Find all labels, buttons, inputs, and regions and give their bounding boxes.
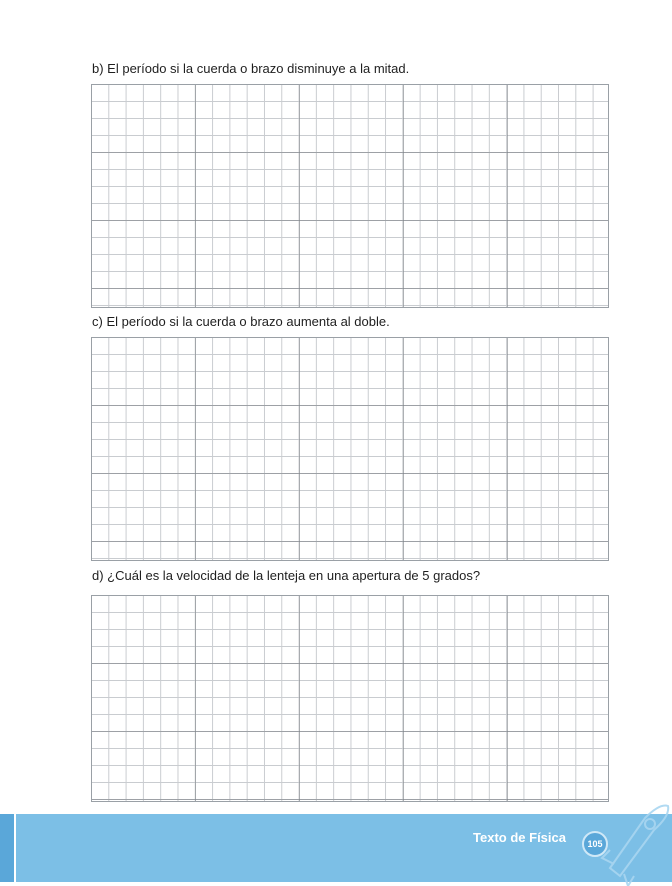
question-d-label: d) ¿Cuál es la velocidad de la lenteja en una apertura de 5 grados? [92, 568, 481, 583]
footer-title: Texto de Física [473, 830, 566, 845]
answer-grid-b[interactable] [91, 84, 609, 308]
answer-grid-d[interactable] [91, 595, 609, 802]
question-c-label: c) El período si la cuerda o brazo aumenta al doble. [92, 314, 390, 329]
page-number-badge: 105 [582, 831, 608, 857]
footer-left-bar [0, 814, 16, 882]
page-footer [0, 814, 672, 882]
answer-grid-c[interactable] [91, 337, 609, 561]
question-b-label: b) El período si la cuerda o brazo disminuye a la mitad. [92, 61, 410, 76]
